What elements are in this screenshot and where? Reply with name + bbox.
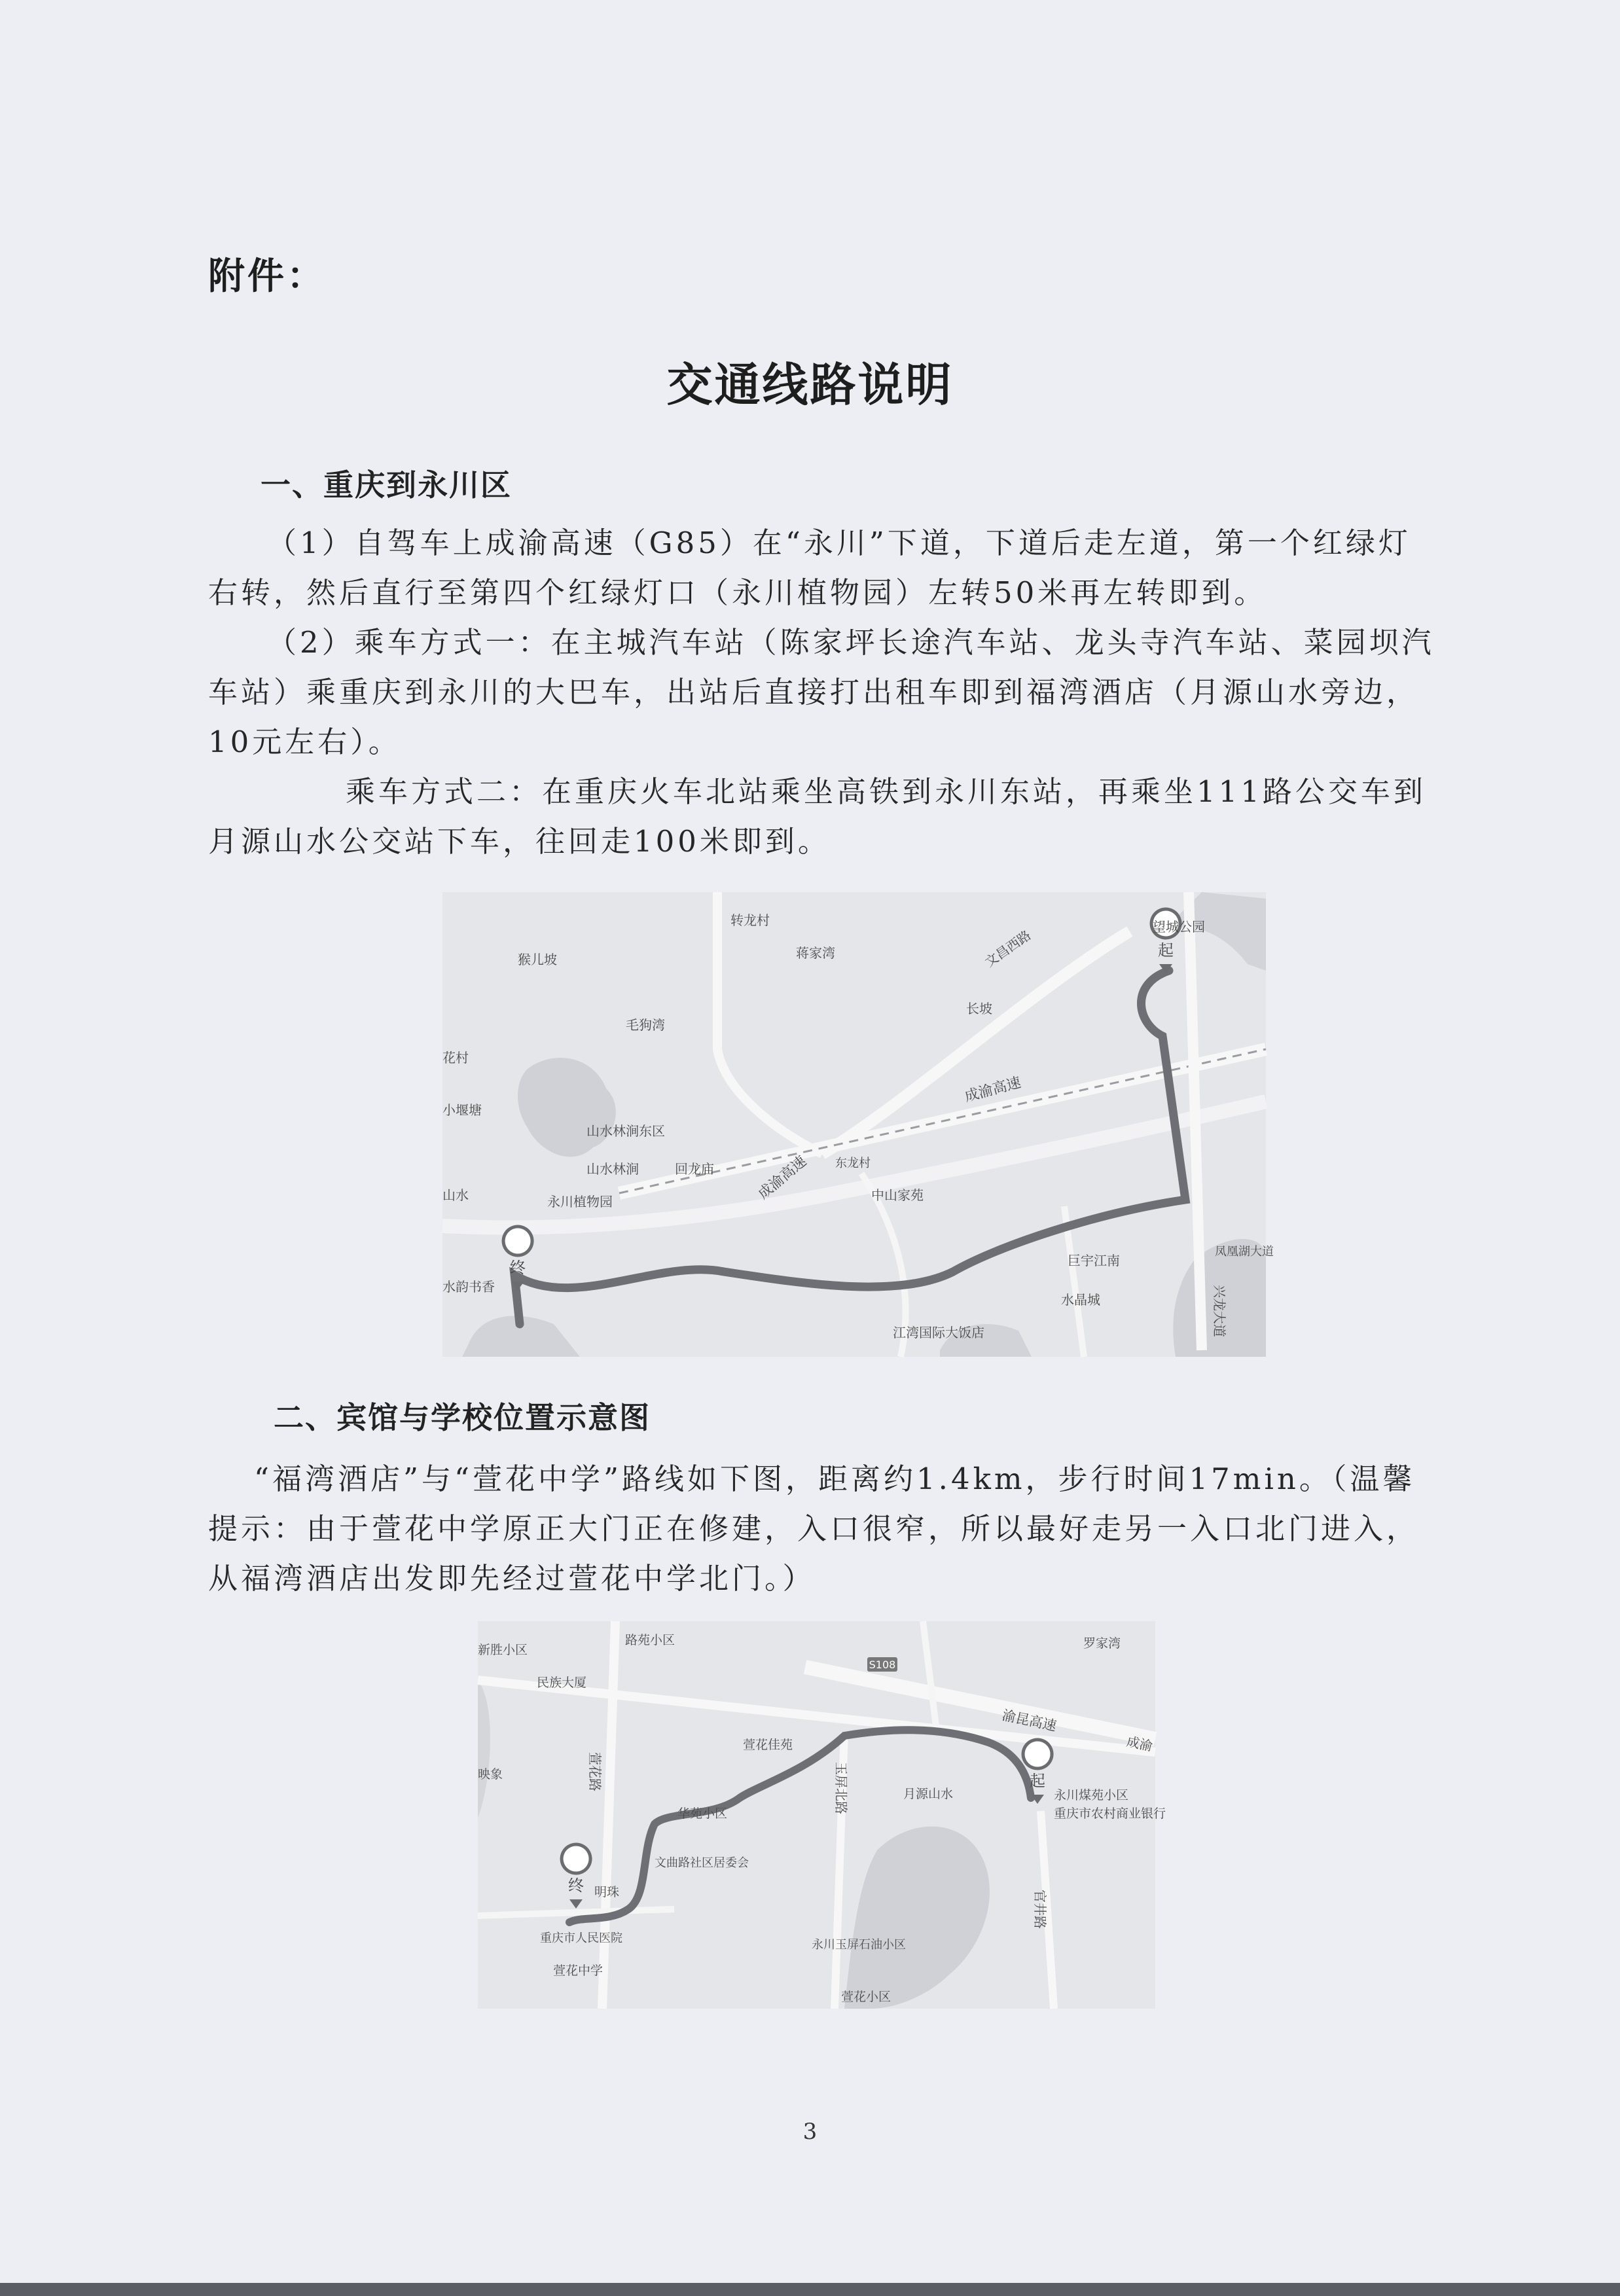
svg-text:中山家苑: 中山家苑 [871,1187,924,1203]
svg-text:映象: 映象 [478,1767,503,1782]
svg-text:罗家湾: 罗家湾 [1083,1636,1121,1651]
svg-text:长坡: 长坡 [966,1001,992,1016]
svg-text:东龙村: 东龙村 [835,1157,871,1170]
page-number: 3 [802,2119,818,2145]
route-map-chongqing-yongchuan [442,892,1274,1357]
svg-text:转龙村: 转龙村 [730,912,770,928]
svg-text:凤凰湖大道: 凤凰湖大道 [1215,1245,1274,1259]
svg-text:文昌西路: 文昌西路 [982,927,1034,971]
svg-text:玉屏北路: 玉屏北路 [833,1762,849,1814]
route-map-hotel-to-school [478,1621,1166,2009]
svg-text:猴儿坡: 猴儿坡 [518,952,557,967]
svg-text:S108: S108 [869,1659,896,1671]
svg-text:水韵书香: 水韵书香 [442,1279,495,1295]
svg-text:起: 起 [1030,1772,1045,1790]
annex-label: 附件： [208,255,326,298]
svg-text:路苑小区: 路苑小区 [625,1633,675,1647]
svg-text:山水: 山水 [442,1187,469,1203]
svg-text:蒋家湾: 蒋家湾 [796,945,835,961]
svg-text:萱花佳苑: 萱花佳苑 [743,1738,793,1752]
svg-text:花村: 花村 [442,1050,469,1066]
svg-text:永川煤苑小区: 永川煤苑小区 [1054,1788,1129,1803]
svg-text:成渝: 成渝 [1125,1733,1155,1755]
svg-text:重庆市农村商业银行: 重庆市农村商业银行 [1054,1806,1166,1821]
svg-text:永川玉屏石油小区: 永川玉屏石油小区 [812,1938,906,1952]
svg-text:巨宇江南: 巨宇江南 [1068,1253,1120,1268]
section1-heading: 一、重庆到永川区 [261,467,512,503]
svg-text:明珠: 明珠 [594,1885,620,1899]
svg-text:民族大厦: 民族大厦 [537,1676,587,1690]
svg-text:月源山水: 月源山水 [903,1787,954,1801]
svg-text:新胜小区: 新胜小区 [478,1643,528,1657]
scan-edge [0,2283,1620,2296]
section1-paragraph-3: 乘车方式二：在重庆火车北站乘坐高铁到永川东站，再乘坐111路公交车到月源山水公交站下车，往回走100米即到。 [208,774,1426,859]
svg-text:萱花路: 萱花路 [587,1752,603,1791]
svg-text:望城公园: 望城公园 [1153,919,1205,935]
svg-text:山水林涧东区: 山水林涧东区 [586,1123,665,1139]
page-title: 交通线路说明 [666,358,954,412]
section2-heading: 二、宾馆与学校位置示意图 [274,1400,651,1435]
svg-text:江湾国际大饭店: 江湾国际大饭店 [893,1325,984,1340]
svg-text:终: 终 [510,1259,526,1277]
svg-text:终: 终 [568,1876,584,1895]
svg-text:渝昆高速: 渝昆高速 [1000,1707,1058,1734]
svg-text:起: 起 [1158,941,1174,960]
svg-text:水晶城: 水晶城 [1061,1292,1100,1308]
svg-text:华苑小区: 华苑小区 [677,1806,728,1821]
section1-paragraph-2: （2）乘车方式一：在主城汽车站（陈家坪长途汽车站、龙头寺汽车站、菜园坝汽车站）乘重庆到永川的大巴车，出站后直接打出租车即到福湾酒店（月源山水旁边，10元左右）。 [208,625,1435,759]
svg-text:山水林涧: 山水林涧 [586,1161,639,1177]
section2-paragraph-1: “福湾酒店”与“萱花中学”路线如下图，距离约1.4km，步行时间17min。（温馨提示：由于萱花中学原正大门正在修建，入口很窄，所以最好走另一入口北门进入，从福湾酒店出发即先经过萱花中学北门。） [208,1462,1420,1596]
svg-text:成渝高速: 成渝高速 [963,1074,1023,1105]
svg-text:萱花中学: 萱花中学 [553,1964,603,1978]
svg-text:永川植物园: 永川植物园 [547,1194,613,1210]
svg-text:毛狗湾: 毛狗湾 [626,1017,665,1033]
svg-text:官井路: 官井路 [1032,1890,1048,1929]
section1-paragraph-1: （1）自驾车上成渝高速（G85）在“永川”下道，下道后走左道，第一个红绿灯右转，然后直行至第四个红绿灯口（永川植物园）左转50米再左转即到。 [208,526,1411,610]
svg-text:文曲路社区居委会: 文曲路社区居委会 [655,1856,749,1870]
svg-text:回龙庙: 回龙庙 [675,1161,714,1177]
svg-text:小堰塘: 小堰塘 [442,1102,482,1118]
svg-text:成渝高速: 成渝高速 [755,1153,810,1203]
svg-text:兴龙大道: 兴龙大道 [1212,1285,1227,1337]
svg-text:萱花小区: 萱花小区 [841,1990,891,2004]
svg-text:重庆市人民医院: 重庆市人民医院 [540,1931,622,1945]
end-marker-icon [562,1844,590,1909]
